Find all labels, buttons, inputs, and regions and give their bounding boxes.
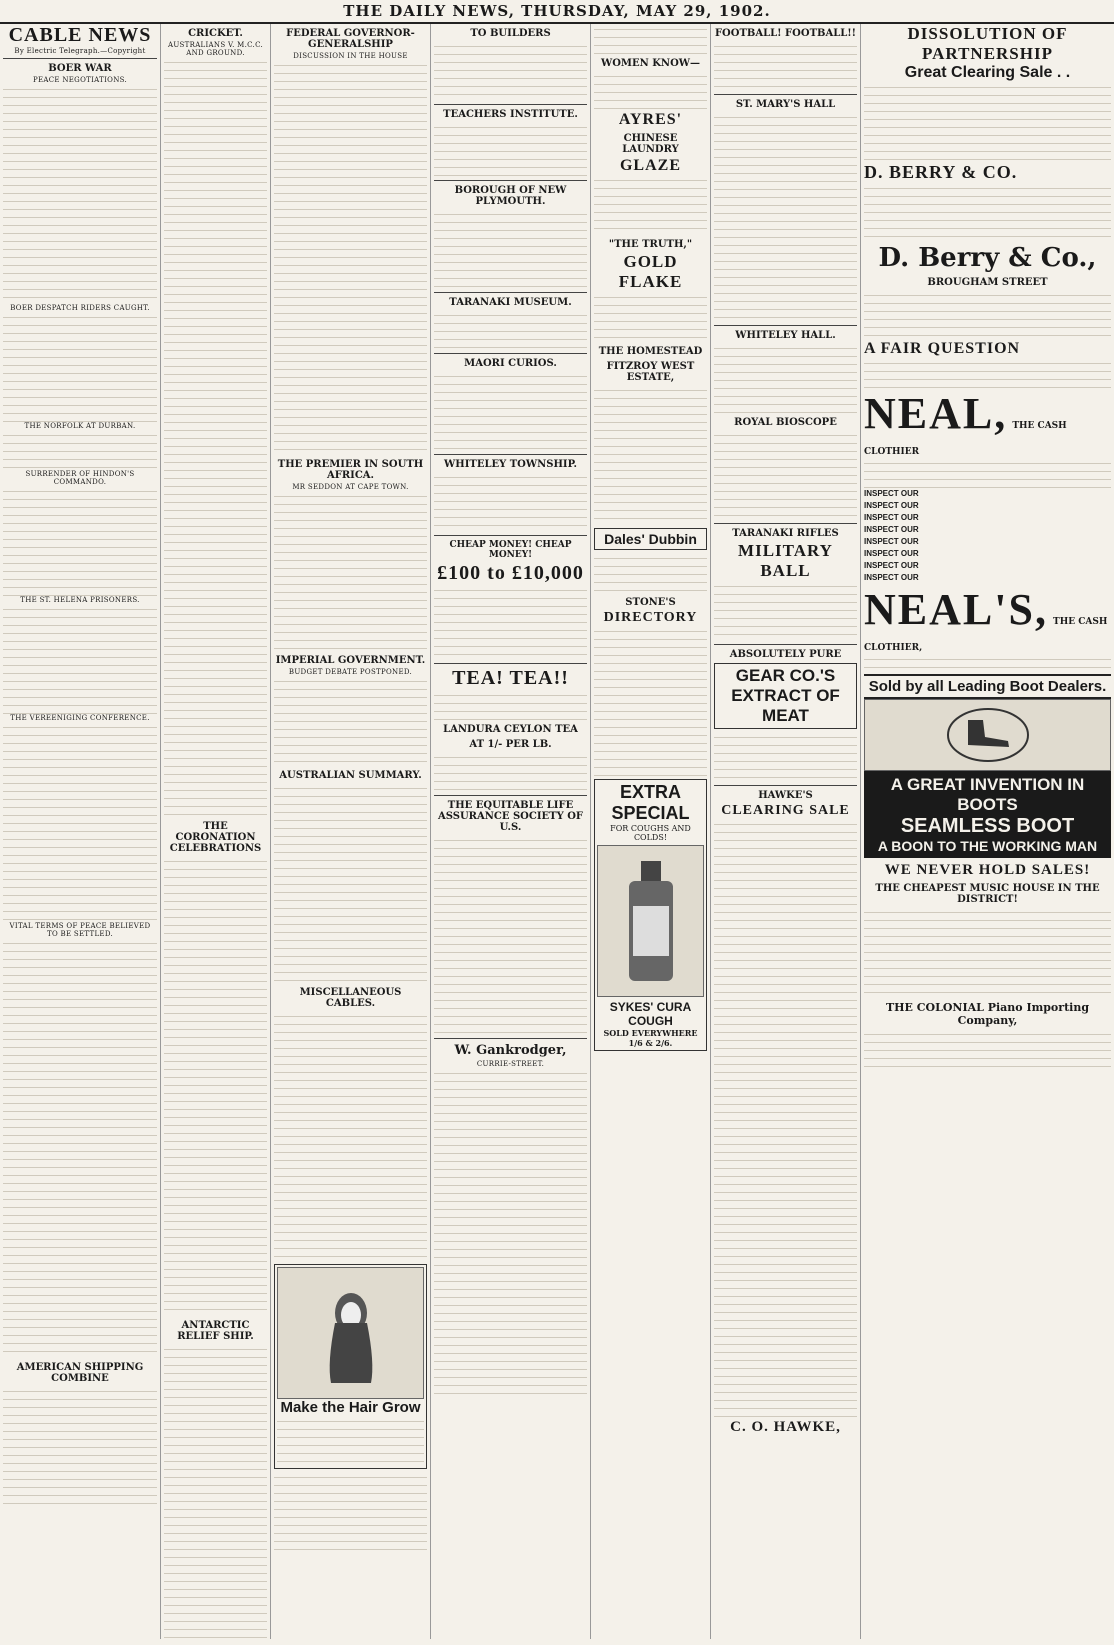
cheapest-music: THE CHEAPEST MUSIC HOUSE IN THE DISTRICT! [875,883,1100,905]
text-block [274,783,427,983]
hair-grow-title: Make the Hair Grow [280,1399,421,1416]
d-berry-heading: D. BERRY & CO. [864,162,1018,182]
sykes-cura-cough: SYKES' CURA COUGH [609,1000,692,1028]
neal-logo: NEAL, [864,389,1008,438]
vereeniging-heading: THE VEREENIGING CONFERENCE. [10,714,150,722]
fair-question: A FAIR QUESTION [864,340,1021,357]
newspaper-columns [0,24,1114,1642]
cricket-heading: CRICKET. [188,28,243,39]
text-block [274,1472,427,1552]
text-block [3,486,157,596]
taranaki-rifles: TARANAKI RIFLES [732,528,839,539]
directory-heading: DIRECTORY [603,610,698,625]
hindon-heading: SURRENDER OF HINDON'S COMMANDO. [25,470,135,486]
text-block [274,676,427,766]
cough-cure-image [597,845,704,997]
inspect-row: INSPECT OUR [864,525,919,534]
bottle-icon [611,856,691,986]
coronation-heading: THE CORONATION CELEBRATIONS [169,821,262,854]
column-ads-b [710,24,860,1639]
australian-heading: AUSTRALIAN SUMMARY. [279,770,422,781]
tea-price: AT 1/- PER LB. [469,739,552,750]
column-notices [430,24,590,1639]
woman-portrait-icon [321,1283,381,1383]
text-block [3,430,157,470]
text-block [714,581,857,641]
extra-special: EXTRA SPECIAL [611,782,690,823]
gankrodger-street: CURRIE-STREET. [476,1060,545,1068]
text-block [434,310,587,350]
text-block [274,491,427,651]
text-block [864,183,1111,243]
text-block [274,60,427,455]
text-block [434,835,587,1035]
text-block [3,722,157,922]
text-block [164,856,267,1316]
text-block [594,24,707,54]
masthead [0,0,1114,24]
great-invention: A GREAT INVENTION IN BOOTS [890,775,1085,814]
despatch-riders-heading: BOER DESPATCH RIDERS CAUGHT. [10,304,150,312]
inspect-row: INSPECT OUR [864,501,919,510]
invention-ad [864,771,1111,858]
text-block [594,175,707,235]
inspect-row: INSPECT OUR [864,573,919,582]
text-block [434,585,587,660]
women-know: WOMEN KNOW— [600,58,701,69]
budget-heading: BUDGET DEBATE POSTPONED. [288,668,413,676]
cable-news-heading: CABLE NEWS [8,24,152,46]
vital-terms-heading: VITAL TERMS OF PEACE BELIEVED TO BE SETTLED. [9,922,151,938]
football-heading: FOOTBALL! FOOTBALL!! [714,28,857,39]
imperial-heading: IMPERIAL GOVERNMENT. [275,655,426,666]
colonial-piano: THE COLONIAL Piano Importing Company, [885,1001,1090,1027]
text-block [274,1011,427,1261]
cricket-sub: AUSTRALIANS V. M.C.C. AND GROUND. [168,41,263,57]
text-block [434,371,587,451]
text-block [3,604,157,714]
extract-of-meat-ad [714,663,857,729]
premier-heading: THE PREMIER IN SOUTH AFRICA. [277,459,424,481]
peace-negotiations-heading: PEACE NEGOTIATIONS. [32,76,127,84]
dubbin-title: Dales' Dubbin [604,531,697,547]
text-block [594,292,707,342]
hair-portrait-image [277,1267,424,1399]
museum-heading: TARANAKI MUSEUM. [449,297,572,308]
builders-heading: TO BUILDERS [470,28,551,39]
money-range: £100 to £10,000 [437,562,584,584]
text-block [714,112,857,322]
equitable-heading: THE EQUITABLE LIFE ASSURANCE SOCIETY OF U.S. [437,800,584,833]
truth-heading: "THE TRUTH," [608,239,693,250]
teachers-heading: TEACHERS INSTITUTE. [443,109,578,120]
co-hawke: C. O. HAWKE, [730,1419,841,1435]
text-block [714,41,857,91]
glaze-title: GLAZE [619,157,681,174]
inspect-row: INSPECT OUR [864,513,919,522]
seamless-boot: SEAMLESS BOOT [900,815,1075,837]
maori-curios-heading: MAORI CURIOS. [464,358,557,369]
military-ball: MILITARY BALL [738,541,833,580]
column-cricket [160,24,270,1639]
ayres-title: AYRES' [618,111,683,128]
boer-war-heading: BOER WAR [48,63,112,74]
text-block [434,752,587,792]
antarctic-heading: ANTARCTIC RELIEF SHIP. [177,1320,254,1342]
misc-cables-heading: MISCELLANEOUS CABLES. [299,987,402,1009]
absolutely-pure: ABSOLUTELY PURE [729,649,842,660]
cough-cure-ad [594,779,707,1051]
column-ads-c [860,24,1114,1639]
st-marys-heading: ST. MARY'S HALL [735,99,836,110]
column-governor [270,24,430,1639]
homestead-heading: THE HOMESTEAD [598,346,703,357]
boot-dealers: Sold by all Leading Boot Dealers. [864,674,1111,699]
inspect-row: INSPECT OUR [864,489,919,498]
inspect-row: INSPECT OUR [864,561,919,570]
fitzroy-estate: FITZROY WEST ESTATE, [606,361,695,383]
hair-grow-ad [274,1264,427,1469]
text-block [434,1068,587,1398]
stones-heading: STONE'S [625,597,676,608]
gold-flake: GOLD FLAKE [618,252,683,291]
governor-heading: FEDERAL GOVERNOR-GENERALSHIP [286,28,415,50]
neals-logo: NEAL'S, [864,585,1048,634]
text-block [864,290,1111,340]
sold-everywhere: SOLD EVERYWHERE 1/6 & 2/6. [603,1028,698,1048]
text-block [164,1344,267,1639]
text-block [864,654,1111,674]
text-block [434,472,587,532]
seamless-boot-logo [864,699,1111,771]
landura-tea: LANDURA CEYLON TEA [443,724,578,735]
text-block [164,57,267,817]
text-block [277,1416,424,1466]
whiteley-hall-heading: WHITELEY HALL. [735,330,836,341]
text-block [3,84,157,304]
american-shipping-heading: AMERICAN SHIPPING COMBINE [16,1362,144,1384]
text-block [864,458,1111,488]
tea-heading: TEA! TEA!! [452,667,569,689]
text-block [714,732,857,782]
inspect-list [864,488,1111,584]
brougham-street: BROUGHAM STREET [927,277,1048,288]
never-hold-sales: WE NEVER HOLD SALES! [884,862,1091,878]
text-block [3,312,157,422]
seddon-heading: MR SEDDON AT CAPE TOWN. [292,483,409,491]
text-block [434,41,587,101]
gear-extract: GEAR CO.'S EXTRACT OF MEAT [731,666,840,725]
gankrodger-heading: W. Gankrodger, [454,1043,567,1058]
text-block [864,82,1111,162]
cash-clothier: THE CASH CLOTHIER [864,421,1067,457]
inspect-row: INSPECT OUR [864,537,919,546]
cash-clothier-2: THE CASH CLOTHIER, [864,617,1108,653]
text-block [864,358,1111,388]
text-block [594,385,707,525]
text-block [434,209,587,289]
text-block [714,343,857,413]
text-block [434,122,587,177]
text-block [864,907,1111,997]
column-cable-news [0,24,160,1639]
text-block [714,819,857,1419]
royal-bioscope: ROYAL BIOSCOPE [734,417,837,428]
whiteley-heading: WHITELEY TOWNSHIP. [444,459,577,470]
great-clearing-sale: Great Clearing Sale . . [904,64,1071,81]
inspect-row: INSPECT OUR [864,549,919,558]
norfolk-heading: THE NORFOLK AT DURBAN. [24,422,136,430]
text-block [594,553,707,593]
text-block [3,1386,157,1506]
d-berry-logo: D. Berry & Co., [878,243,1097,273]
boot-logo-icon [943,705,1033,765]
text-block [3,938,157,1358]
dubbin-ad [594,528,707,550]
discussion-heading: DISCUSSION IN THE HOUSE [293,52,408,60]
text-block [434,690,587,720]
masthead-title: THE DAILY NEWS, THURSDAY, MAY 29, 1902. [343,2,771,20]
dissolution-heading: DISSOLUTION OF PARTNERSHIP [907,24,1068,63]
cable-news-byline: By Electric Telegraph.—Copyright [14,47,146,55]
borough-heading: BOROUGH OF NEW PLYMOUTH. [454,185,567,207]
text-block [714,430,857,520]
clearing-sale: CLEARING SALE [721,803,850,818]
st-helena-heading: THE ST. HELENA PRISONERS. [20,596,140,604]
text-block [864,1029,1111,1069]
coughs-colds: FOR COUGHS AND COLDS! [610,824,691,842]
text-block [594,71,707,111]
cheap-money-heading: CHEAP MONEY! CHEAP MONEY! [449,540,572,560]
boon-working-man: A BOON TO THE WORKING MAN [877,838,1098,854]
hawkes-heading: HAWKE'S [758,790,813,801]
column-ads-a [590,24,710,1639]
text-block [594,626,707,776]
chinese-laundry: CHINESE LAUNDRY [622,133,679,155]
